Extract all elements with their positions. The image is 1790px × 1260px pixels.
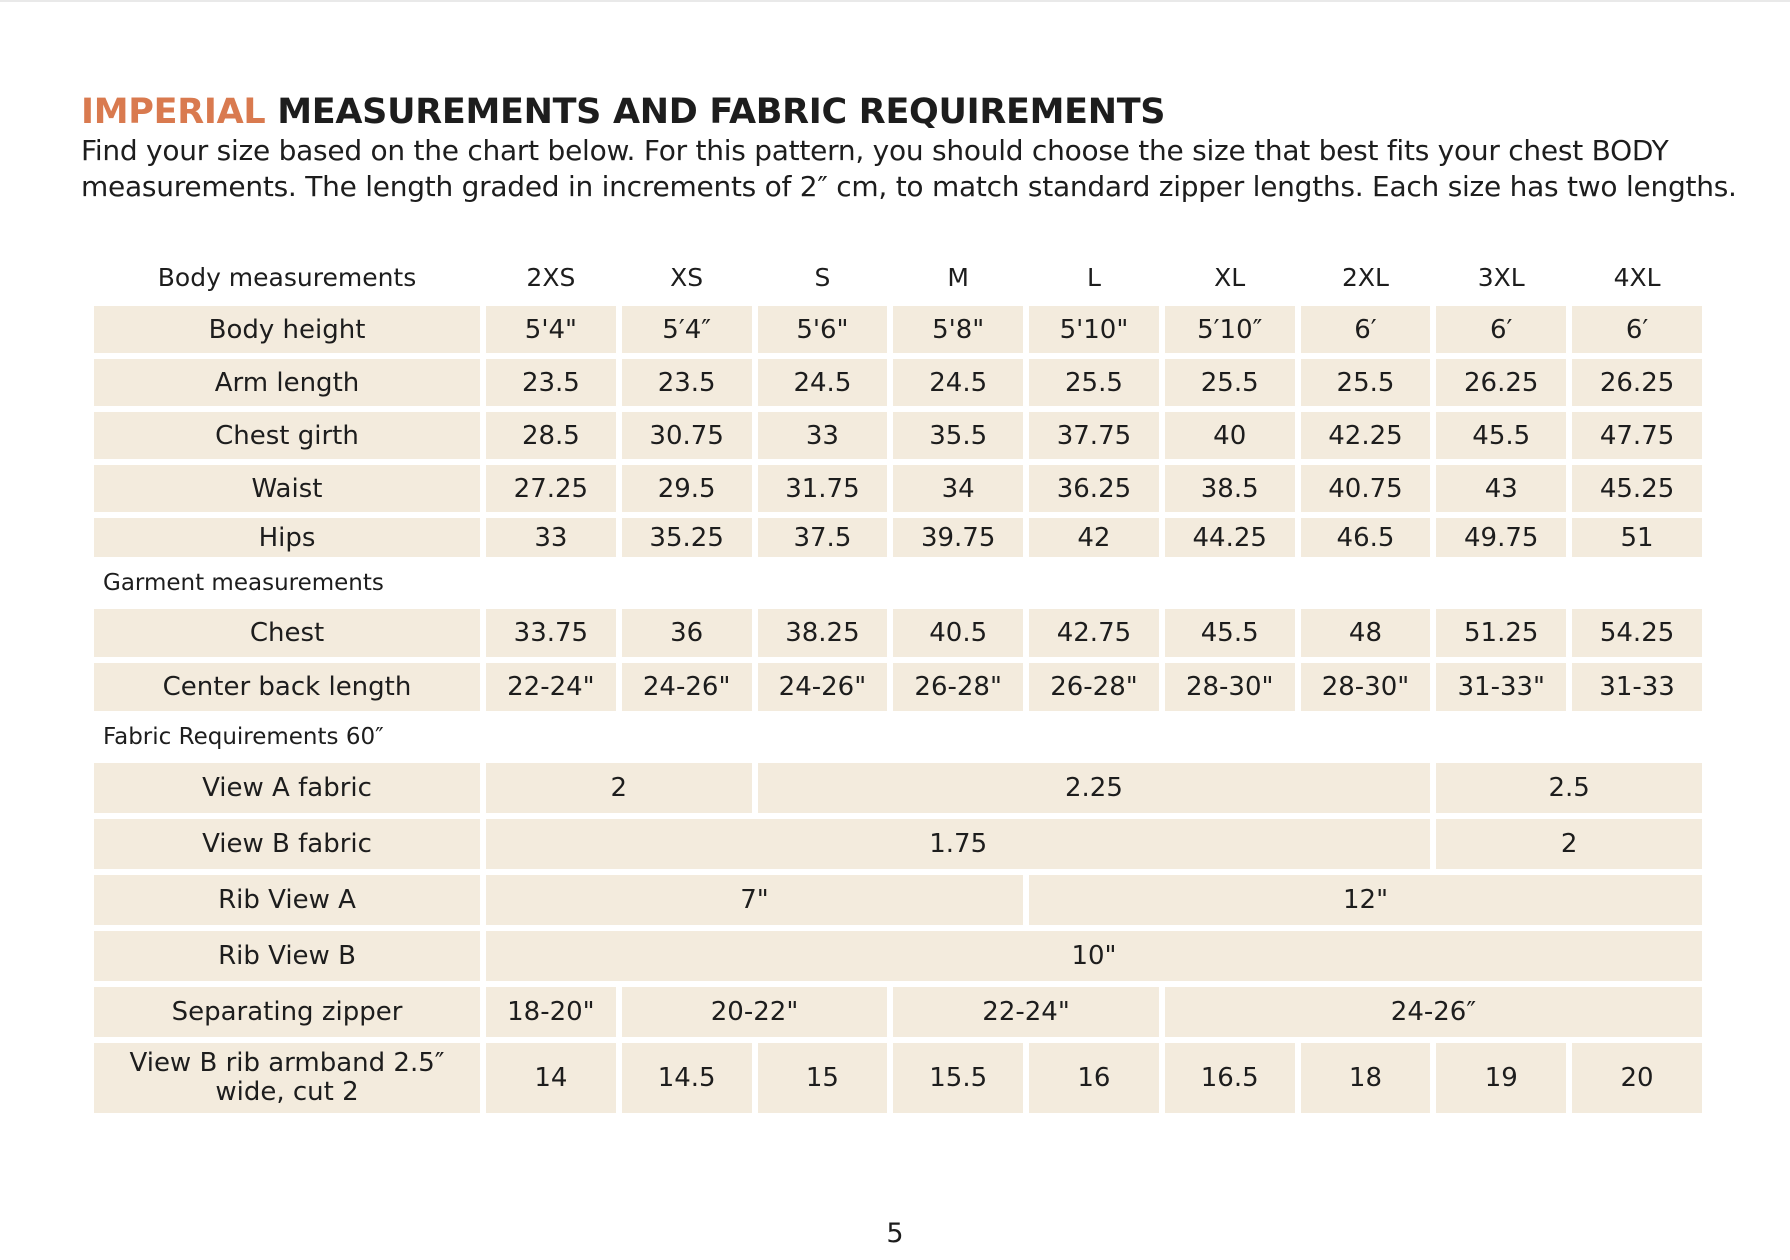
table-cell: 40.5 bbox=[893, 609, 1023, 657]
table-cell: 24.5 bbox=[893, 359, 1023, 406]
title-rest: MEASUREMENTS AND FABRIC REQUIREMENTS bbox=[265, 92, 1166, 132]
table-cell: 38.5 bbox=[1165, 465, 1295, 512]
table-cell: 22-24" bbox=[486, 663, 616, 711]
table-cell: 25.5 bbox=[1029, 359, 1159, 406]
size-header: L bbox=[1086, 262, 1101, 292]
table-cell: 31.75 bbox=[758, 465, 888, 512]
table-cell: 35.5 bbox=[893, 412, 1023, 459]
table-cell: 2 bbox=[486, 763, 752, 813]
table-cell: 27.25 bbox=[486, 465, 616, 512]
size-header: XL bbox=[1214, 262, 1246, 292]
table-cell: 6′ bbox=[1436, 306, 1566, 353]
table-cell: 39.75 bbox=[893, 518, 1023, 557]
table-cell: 25.5 bbox=[1301, 359, 1431, 406]
row-label: View A fabric bbox=[94, 763, 480, 813]
table-cell: 26-28" bbox=[1029, 663, 1159, 711]
table-cell: 40 bbox=[1165, 412, 1295, 459]
table-cell: 6′ bbox=[1301, 306, 1431, 353]
size-header: 2XS bbox=[526, 262, 576, 292]
table-cell: 5'6" bbox=[758, 306, 888, 353]
table-cell: 5′4″ bbox=[622, 306, 752, 353]
table-cell: 51 bbox=[1572, 518, 1702, 557]
table-cell: 38.25 bbox=[758, 609, 888, 657]
table-cell: 2.25 bbox=[758, 763, 1431, 813]
table-cell: 45.5 bbox=[1165, 609, 1295, 657]
table-cell: 16 bbox=[1029, 1043, 1159, 1113]
table-cell: 45.25 bbox=[1572, 465, 1702, 512]
table-cell: 37.75 bbox=[1029, 412, 1159, 459]
table-cell: 26.25 bbox=[1436, 359, 1566, 406]
table-cell: 29.5 bbox=[622, 465, 752, 512]
section-heading-row bbox=[94, 563, 1702, 603]
size-header: 3XL bbox=[1477, 262, 1525, 292]
table-cell: 24.5 bbox=[758, 359, 888, 406]
table-row bbox=[94, 931, 1702, 981]
fabric-requirements-heading: Fabric Requirements 60″ bbox=[103, 724, 384, 750]
table-cell: 33 bbox=[758, 412, 888, 459]
intro-paragraph: Find your size based on the chart below. For this pattern, you should choose the size that best fits your chest BODY measurements. The length graded in increments of 2″ cm, to match standard zipper lengths. Each size has two lengths. bbox=[81, 134, 1737, 203]
table-cell: 35.25 bbox=[622, 518, 752, 557]
table-cell: 43 bbox=[1436, 465, 1566, 512]
table-cell: 34 bbox=[893, 465, 1023, 512]
table-cell: 25.5 bbox=[1165, 359, 1295, 406]
table-row bbox=[94, 875, 1702, 925]
row-label: Body height bbox=[94, 306, 480, 353]
row-label: View B rib armband 2.5″ wide, cut 2 bbox=[94, 1043, 480, 1113]
table-cell: 46.5 bbox=[1301, 518, 1431, 557]
row-label: Separating zipper bbox=[94, 987, 480, 1037]
size-header: S bbox=[814, 262, 831, 292]
table-cell: 49.75 bbox=[1436, 518, 1566, 557]
table-cell: 26-28" bbox=[893, 663, 1023, 711]
table-cell: 47.75 bbox=[1572, 412, 1702, 459]
table-cell: 22-24" bbox=[893, 987, 1159, 1037]
row-label: Rib View A bbox=[94, 875, 480, 925]
table-cell: 23.5 bbox=[486, 359, 616, 406]
page-title bbox=[81, 92, 1165, 132]
table-row bbox=[94, 987, 1702, 1037]
table-cell: 6′ bbox=[1572, 306, 1702, 353]
row-label: View B fabric bbox=[94, 819, 480, 869]
table-row bbox=[94, 412, 1702, 459]
table-cell: 7" bbox=[486, 875, 1023, 925]
row-label: Chest girth bbox=[94, 412, 480, 459]
table-row bbox=[94, 518, 1702, 557]
size-header: 2XL bbox=[1341, 262, 1389, 292]
table-cell: 5'4" bbox=[486, 306, 616, 353]
section-heading-row bbox=[94, 717, 1702, 757]
table-cell: 51.25 bbox=[1436, 609, 1566, 657]
table-cell: 36.25 bbox=[1029, 465, 1159, 512]
table-cell: 30.75 bbox=[622, 412, 752, 459]
table-cell: 19 bbox=[1436, 1043, 1566, 1113]
size-header-row bbox=[94, 254, 1702, 300]
size-header: M bbox=[947, 262, 969, 292]
row-label: Chest bbox=[94, 609, 480, 657]
table-row bbox=[94, 465, 1702, 512]
table-cell: 44.25 bbox=[1165, 518, 1295, 557]
table-row bbox=[94, 663, 1702, 711]
table-cell: 28-30" bbox=[1301, 663, 1431, 711]
title-accent: IMPERIAL bbox=[81, 92, 266, 132]
table-row bbox=[94, 1043, 1702, 1113]
table-cell: 40.75 bbox=[1301, 465, 1431, 512]
row-label: Arm length bbox=[94, 359, 480, 406]
table-cell: 18 bbox=[1301, 1043, 1431, 1113]
table-cell: 20-22" bbox=[622, 987, 888, 1037]
table-row bbox=[94, 819, 1702, 869]
table-cell: 15 bbox=[758, 1043, 888, 1113]
page-number: 5 bbox=[886, 1218, 904, 1249]
size-header: 4XL bbox=[1613, 262, 1661, 292]
size-chart-table bbox=[88, 248, 1708, 1119]
table-cell: 26.25 bbox=[1572, 359, 1702, 406]
table-cell: 24-26" bbox=[622, 663, 752, 711]
table-cell: 20 bbox=[1572, 1043, 1702, 1113]
table-row bbox=[94, 763, 1702, 813]
table-cell: 33 bbox=[486, 518, 616, 557]
table-cell: 28.5 bbox=[486, 412, 616, 459]
table-row bbox=[94, 609, 1702, 657]
size-header: XS bbox=[670, 262, 704, 292]
row-label: Waist bbox=[94, 465, 480, 512]
table-cell: 37.5 bbox=[758, 518, 888, 557]
row-label: Hips bbox=[94, 518, 480, 557]
table-cell: 5′10″ bbox=[1165, 306, 1295, 353]
table-cell: 42.25 bbox=[1301, 412, 1431, 459]
table-cell: 14.5 bbox=[622, 1043, 752, 1113]
table-cell: 5'10" bbox=[1029, 306, 1159, 353]
table-cell: 23.5 bbox=[622, 359, 752, 406]
body-measurements-heading: Body measurements bbox=[157, 262, 417, 292]
table-cell: 31-33" bbox=[1436, 663, 1566, 711]
table-cell: 2 bbox=[1436, 819, 1702, 869]
table-cell: 42.75 bbox=[1029, 609, 1159, 657]
top-rule bbox=[0, 0, 1790, 2]
table-cell: 24-26″ bbox=[1165, 987, 1702, 1037]
table-cell: 18-20" bbox=[486, 987, 616, 1037]
table-cell: 48 bbox=[1301, 609, 1431, 657]
table-row bbox=[94, 359, 1702, 406]
table-cell: 5'8" bbox=[893, 306, 1023, 353]
table-cell: 24-26" bbox=[758, 663, 888, 711]
table-cell: 1.75 bbox=[486, 819, 1430, 869]
table-cell: 12" bbox=[1029, 875, 1702, 925]
table-cell: 42 bbox=[1029, 518, 1159, 557]
table-cell: 54.25 bbox=[1572, 609, 1702, 657]
table-row bbox=[94, 306, 1702, 353]
garment-measurements-heading: Garment measurements bbox=[103, 570, 384, 596]
row-label: Center back length bbox=[94, 663, 480, 711]
table-cell: 31-33 bbox=[1572, 663, 1702, 711]
row-label: Rib View B bbox=[94, 931, 480, 981]
table-cell: 45.5 bbox=[1436, 412, 1566, 459]
table-cell: 14 bbox=[486, 1043, 616, 1113]
table-cell: 2.5 bbox=[1436, 763, 1702, 813]
table-cell: 16.5 bbox=[1165, 1043, 1295, 1113]
table-cell: 10" bbox=[486, 931, 1702, 981]
table-cell: 36 bbox=[622, 609, 752, 657]
table-cell: 15.5 bbox=[893, 1043, 1023, 1113]
table-cell: 33.75 bbox=[486, 609, 616, 657]
table-cell: 28-30" bbox=[1165, 663, 1295, 711]
